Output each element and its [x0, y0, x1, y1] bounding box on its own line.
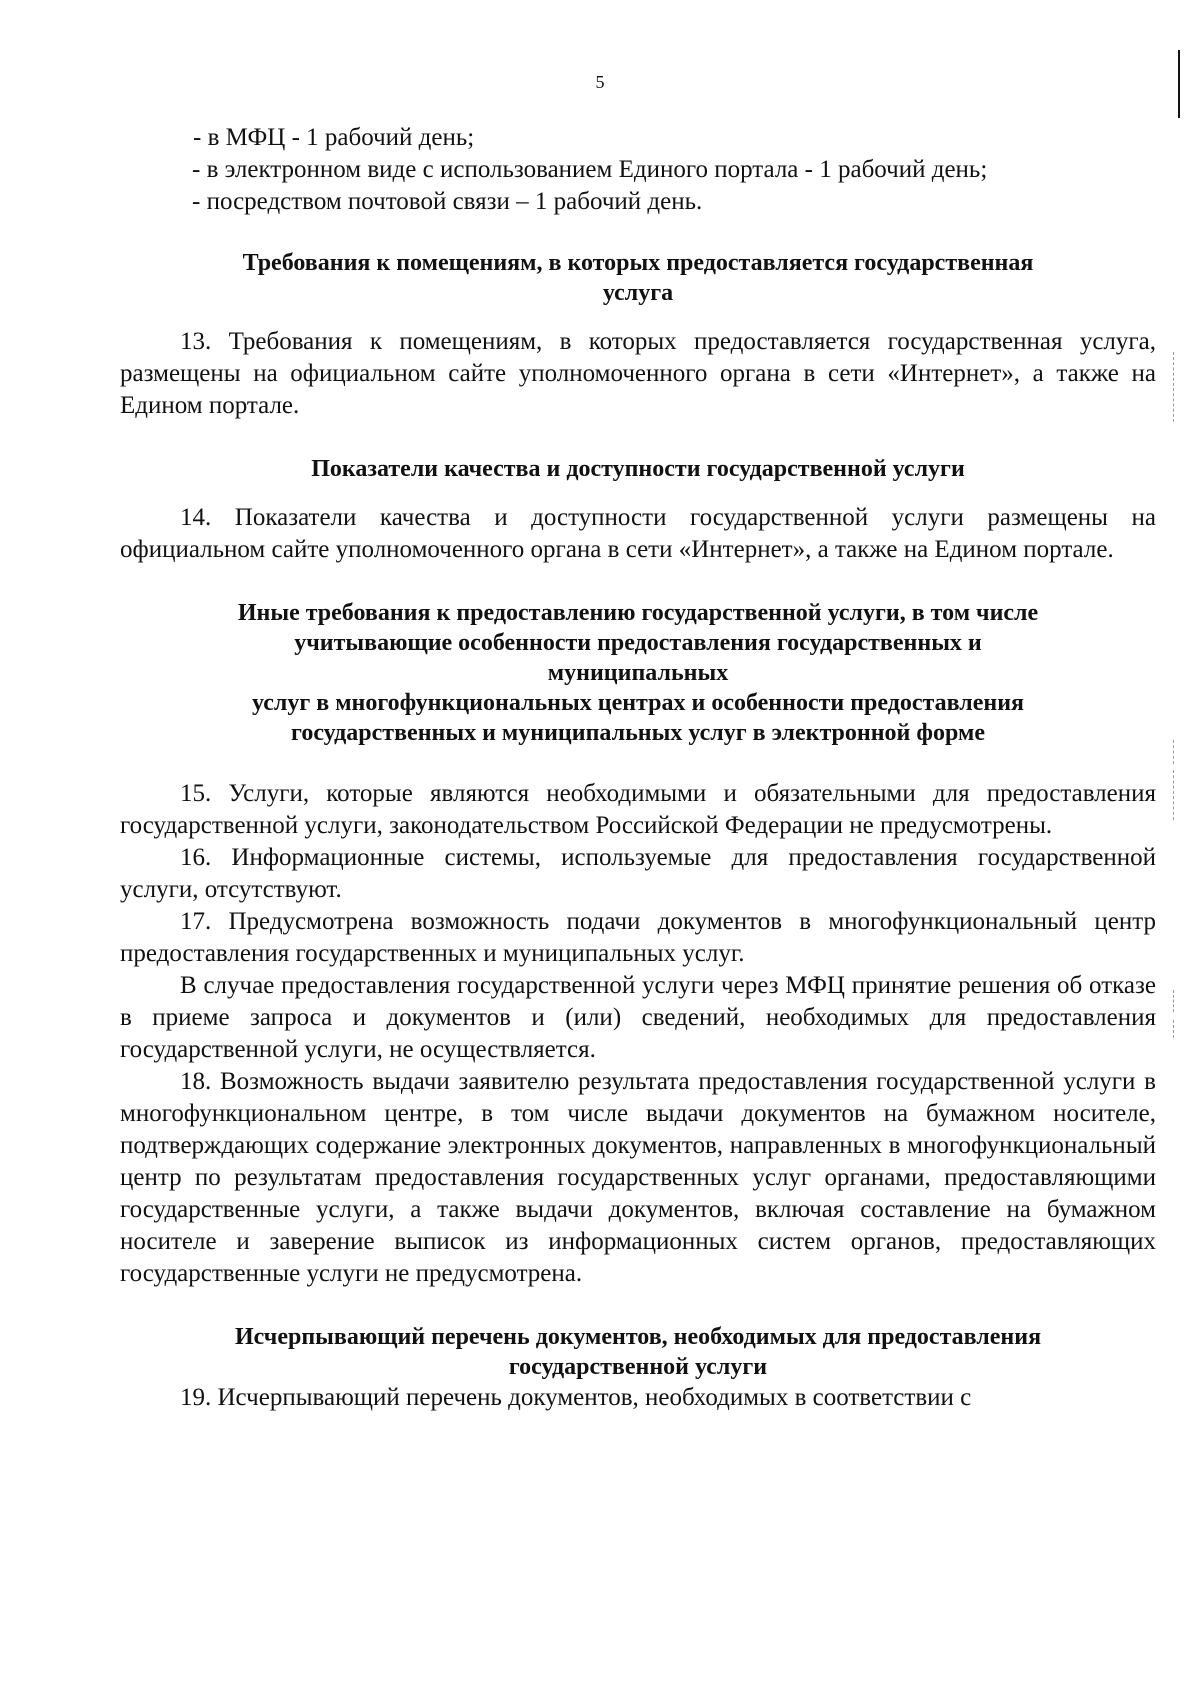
- scan-dash-mark: [1173, 740, 1174, 764]
- scan-dash-mark: [1173, 1020, 1174, 1038]
- section-heading-premises: Требования к помещениям, в которых предоставляется государственная услуга: [242, 250, 1034, 306]
- scan-dash-mark: [1173, 770, 1174, 820]
- paragraph-15: 15. Услуги, которые являются необходимыми и обязательными для предоставления государственной услуги, законодательством Российской Федерации не предусмотрены.: [120, 780, 1156, 839]
- paragraph-14: 14. Показатели качества и доступности государственной услуги размещены на официальном сайте уполномоченного органа в сети «Интернет», а также на Едином портале.: [120, 504, 1156, 563]
- section-heading-documents: Исчерпывающий перечень документов, необходимых для предоставления государственной услуги: [234, 1324, 1042, 1380]
- paragraph-17-mfc: В случае предоставления государственной услуги через МФЦ принятие решения об отказе в приеме запроса и документов и (или) сведений, необходимых для предоставления государственной услуги, не осуществляется.: [120, 972, 1156, 1063]
- list-item: - в электронном виде с использованием Единого портала - 1 рабочий день;: [192, 156, 988, 183]
- list-item: - посредством почтовой связи – 1 рабочий день.: [192, 188, 703, 215]
- scan-dash-mark: [1173, 990, 1174, 1012]
- scan-edge-mark: [1178, 50, 1180, 118]
- paragraph-19: 19. Исчерпывающий перечень документов, необходимых в соответствии с: [180, 1384, 972, 1411]
- paragraph-18: 18. Возможность выдачи заявителю результата предоставления государственной услуги в многофункциональном центре, в том числе выдачи документов на бумажном носителе, подтверждающих содержание электронных документов, направленных в многофункциональный центр по результатам предоставления государственных услуг органами, предоставляющими государственные услуги, а также выдачи документов, включая составление на бумажном носителе и заверение выписок из информационных систем органов, предоставляющих государственные услуги не предусмотрена.: [120, 1068, 1156, 1287]
- deadline-list: [120, 122, 1156, 218]
- paragraph-13: 13. Требования к помещениям, в которых предоставляется государственная услуга, размещены на официальном сайте уполномоченного органа в сети «Интернет», а также на Едином портале.: [120, 328, 1156, 419]
- paragraph-16: 16. Информационные системы, используемые для предоставления государственной услуги, отсутствуют.: [120, 844, 1156, 903]
- paragraph-17: 17. Предусмотрена возможность подачи документов в многофункциональный центр предоставления государственных и муниципальных услуг.: [120, 908, 1156, 967]
- section-heading-quality: Показатели качества и доступности государственной услуги: [311, 456, 965, 482]
- document-body: [120, 122, 1156, 1414]
- section-heading-other-requirements: Иные требования к предоставлению государственной услуги, в том числе учитывающие особенности предоставления государственных и муниципальных услуг в многофункциональных центрах и особенности предоставления государственных и муниципальных услуг в электронной форме: [237, 600, 1039, 746]
- list-item: - в МФЦ - 1 рабочий день;: [193, 124, 475, 151]
- page-number: 5: [595, 72, 605, 92]
- scan-dash-mark: [1173, 352, 1174, 422]
